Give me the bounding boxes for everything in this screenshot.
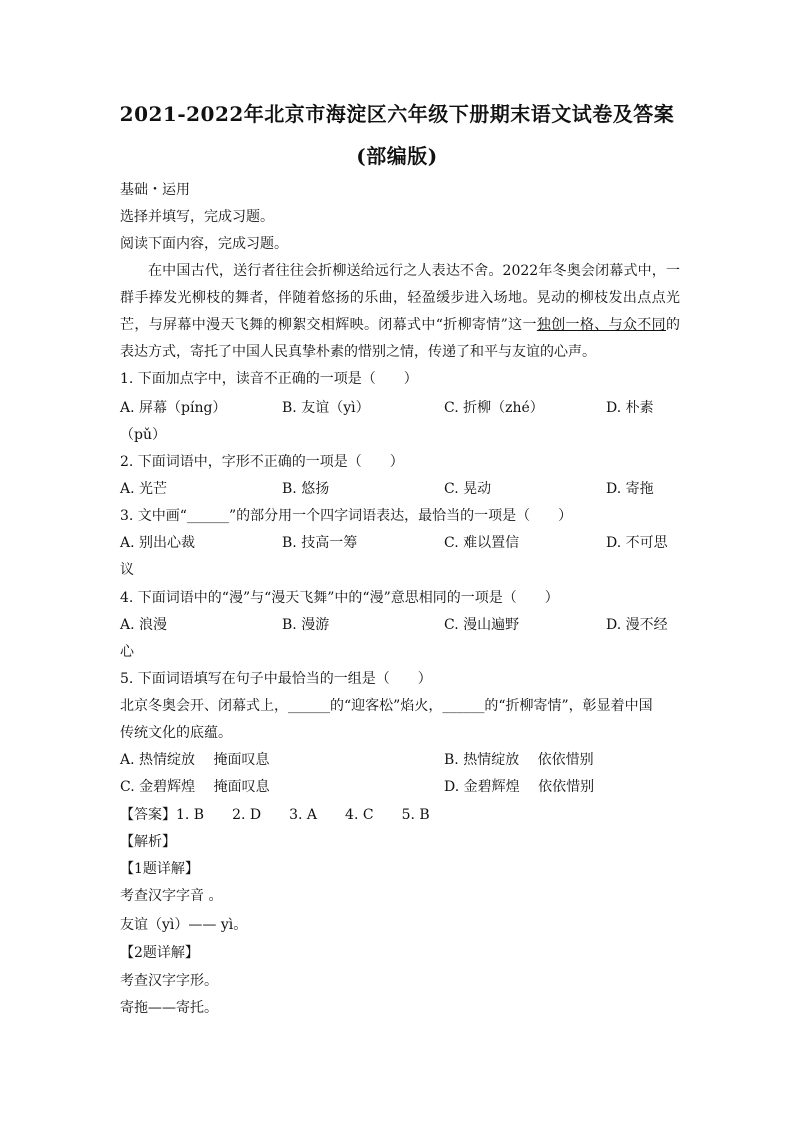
- q1-option-a: A. 屏幕（píng）: [120, 400, 227, 416]
- question-3-stem: 3. 文中画“______”的部分用一个四字词语表达，最恰当的一项是（ ）: [120, 508, 573, 524]
- passage-text-2: 的表达方式，寄托了中国人民真挚朴素的惜别之情，传递了和平与友谊的心声。: [120, 317, 680, 360]
- instruction-1: 选择并填写，完成习题。: [120, 209, 274, 225]
- instruction-2: 阅读下面内容，完成习题。: [120, 236, 288, 252]
- detail-1-line-1: 考查汉字字音 。: [120, 888, 223, 904]
- document-subtitle: (部编版): [356, 144, 438, 168]
- detail-1-heading: 【1题详解】: [120, 861, 199, 877]
- q3-option-d-wrap: 议: [120, 562, 134, 578]
- answer-key: 【答案】1. B 2. D 3. A 4. C 5. B: [120, 807, 430, 823]
- analysis-heading: 【解析】: [120, 834, 176, 850]
- section-heading: 基础・运用: [120, 182, 190, 198]
- q3-option-a: A. 别出心裁: [120, 535, 196, 551]
- q1-option-d: D. 朴素: [606, 400, 654, 416]
- detail-2-heading: 【2题详解】: [120, 945, 199, 961]
- q5-sentence-2: 传统文化的底蕴。: [120, 725, 232, 741]
- q2-option-c: C. 晃动: [444, 481, 492, 497]
- q4-option-a: A. 浪漫: [120, 617, 168, 633]
- q4-option-c: C. 漫山遍野: [444, 617, 520, 633]
- question-1-stem: 1. 下面加点字中，读音不正确的一项是（ ）: [120, 371, 418, 387]
- q3-option-d: D. 不可思: [606, 535, 668, 551]
- q2-option-a: A. 光芒: [120, 481, 168, 497]
- question-5-stem: 5. 下面词语填写在句子中最恰当的一组是（ ）: [120, 671, 432, 687]
- detail-2-line-1: 考查汉字字形。: [120, 973, 218, 989]
- detail-2-line-2: 寄拖——寄托。: [120, 1000, 218, 1016]
- question-2-stem: 2. 下面词语中，字形不正确的一项是（ ）: [120, 454, 404, 470]
- q3-option-c: C. 难以置信: [444, 535, 520, 551]
- q2-option-b: B. 悠扬: [282, 481, 330, 497]
- detail-1-line-2: 友谊（yì）—— yì。: [120, 917, 248, 933]
- q4-option-d-wrap: 心: [120, 644, 134, 660]
- q5-option-c: C. 金碧辉煌 掩面叹息: [120, 779, 270, 795]
- q1-option-c: C. 折柳（zhé）: [444, 400, 544, 416]
- q5-option-b: B. 热情绽放 依依惜别: [444, 752, 594, 768]
- q3-option-b: B. 技高一筹: [282, 535, 358, 551]
- reading-passage: [120, 258, 680, 366]
- q5-option-d: D. 金碧辉煌 依依惜别: [444, 779, 595, 795]
- q1-option-d-wrap: （pǔ）: [120, 427, 166, 443]
- passage-underlined-phrase: 独创一格、与众不同: [536, 317, 666, 333]
- document-title: 2021-2022年北京市海淀区六年级下册期末语文试卷及答案: [119, 102, 675, 126]
- question-4-stem: 4. 下面词语中的“漫”与“漫天飞舞”中的“漫”意思相同的一项是（ ）: [120, 590, 559, 606]
- passage-text-1: 在中国古代，送行者往往会折柳送给远行之人表达不舍。2022年冬奥会闭幕式中，一群手捧发光柳枝的舞者，伴随着悠扬的乐曲，轻盈缓步进入场地。晃动的柳枝发出点点光芒，与屏幕中漫天飞舞的柳絮交相辉映。闭幕式中“折柳寄情”这一: [120, 263, 680, 333]
- q2-option-d: D. 寄拖: [606, 481, 654, 497]
- q5-option-a: A. 热情绽放 掩面叹息: [120, 752, 270, 768]
- q4-option-b: B. 漫游: [282, 617, 330, 633]
- q1-option-b: B. 友谊（yì）: [282, 400, 370, 416]
- q5-sentence-1: 北京冬奥会开、闭幕式上，______的“迎客松”焰火，______的“折柳寄情”，彰显着中国: [120, 698, 653, 714]
- q4-option-d: D. 漫不经: [606, 617, 668, 633]
